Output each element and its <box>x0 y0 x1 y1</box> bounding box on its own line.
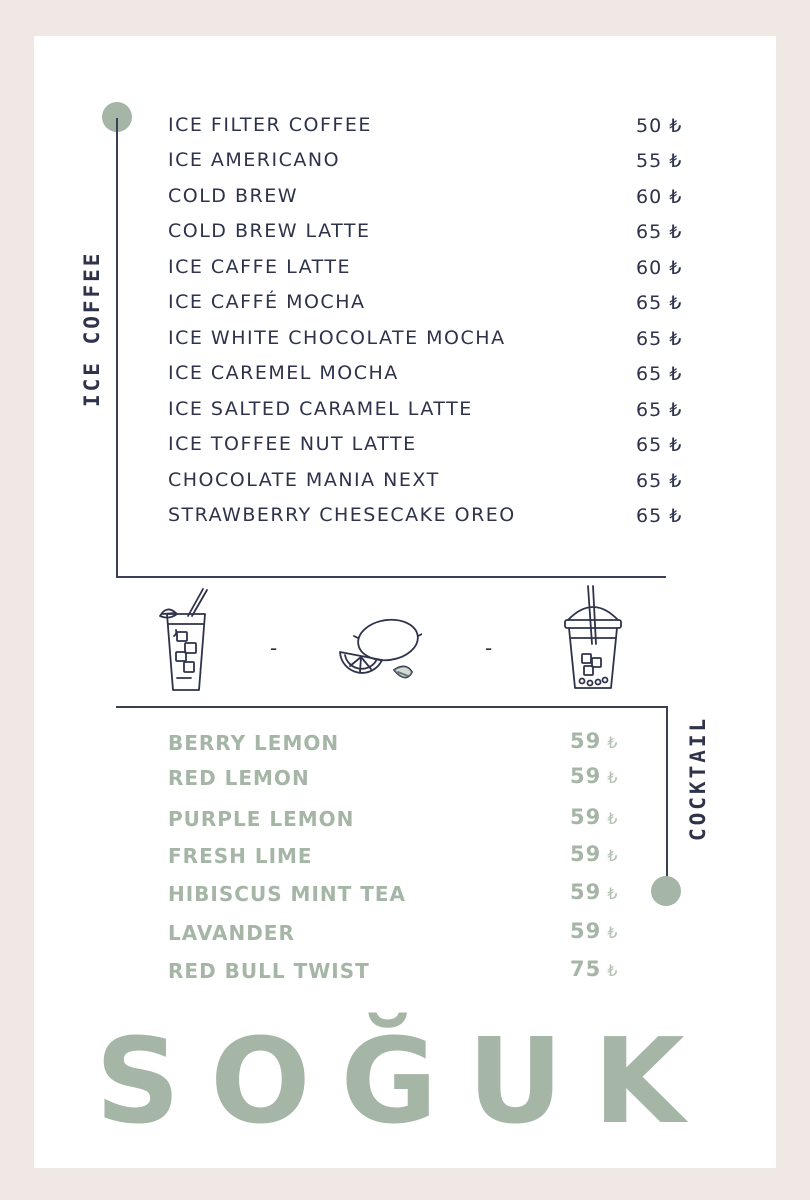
list-item <box>168 882 638 912</box>
cocktail-section-vertical-line <box>666 706 668 878</box>
item-price: 59 ₺ <box>570 764 619 788</box>
cocktail-section-title: COCKTAIL <box>686 715 710 841</box>
item-price: 65 ₺ <box>636 221 683 243</box>
separator-dash: - <box>270 636 278 660</box>
list-item <box>168 114 708 144</box>
menu-main-title: SOĞUK <box>95 1012 715 1150</box>
item-price: 75 ₺ <box>570 957 619 981</box>
item-price: 59 ₺ <box>570 842 619 866</box>
item-price: 65 ₺ <box>636 292 683 314</box>
item-price: 65 ₺ <box>636 328 683 350</box>
item-name: RED BULL TWIST <box>168 959 370 983</box>
item-name: ICE SALTED CARAMEL LATTE <box>168 398 473 420</box>
list-item <box>168 398 708 428</box>
coffee-section-vertical-line <box>116 118 118 577</box>
list-item <box>168 220 708 250</box>
item-name: RED LEMON <box>168 766 310 790</box>
item-name: ICE CAFFE LATTE <box>168 256 352 278</box>
item-name: COLD BREW LATTE <box>168 220 371 242</box>
item-price: 65 ₺ <box>636 505 683 527</box>
item-price: 55 ₺ <box>636 150 683 172</box>
list-item <box>168 149 708 179</box>
item-name: CHOCOLATE MANIA NEXT <box>168 469 440 491</box>
item-price: 59 ₺ <box>570 880 619 904</box>
list-item <box>168 433 708 463</box>
list-item <box>168 766 638 796</box>
list-item <box>168 504 708 534</box>
list-item <box>168 921 638 951</box>
list-item <box>168 731 638 761</box>
currency-symbol: ₺ <box>607 884 619 903</box>
item-name: ICE WHITE CHOCOLATE MOCHA <box>168 327 506 349</box>
item-name: LAVANDER <box>168 921 295 945</box>
separator-dash: - <box>485 636 493 660</box>
item-price: 59 ₺ <box>570 729 619 753</box>
list-item <box>168 469 708 499</box>
item-name: COLD BREW <box>168 185 299 207</box>
item-price: 59 ₺ <box>570 805 619 829</box>
currency-symbol: ₺ <box>607 733 619 752</box>
iced-drink-icon <box>155 586 215 696</box>
item-name: ICE TOFFEE NUT LATTE <box>168 433 417 455</box>
item-name: STRAWBERRY CHESECAKE OREO <box>168 504 516 526</box>
currency-symbol: ₺ <box>607 923 619 942</box>
item-name: ICE AMERICANO <box>168 149 341 171</box>
ice-coffee-section-title: ICE COFFEE <box>80 250 104 407</box>
item-price: 60 ₺ <box>636 257 683 279</box>
item-name: HIBISCUS MINT TEA <box>168 882 407 906</box>
item-name: ICE FILTER COFFEE <box>168 114 372 136</box>
item-price: 50 ₺ <box>636 115 683 137</box>
currency-symbol: ₺ <box>607 961 619 980</box>
list-item <box>168 327 708 357</box>
bubble-tea-icon <box>560 584 626 694</box>
coffee-section-horizontal-line <box>116 576 666 578</box>
list-item <box>168 844 638 874</box>
item-price: 65 ₺ <box>636 363 683 385</box>
currency-symbol: ₺ <box>607 809 619 828</box>
item-price: 65 ₺ <box>636 399 683 421</box>
item-name: ICE CAREMEL MOCHA <box>168 362 399 384</box>
list-item <box>168 291 708 321</box>
item-name: PURPLE LEMON <box>168 807 355 831</box>
list-item <box>168 362 708 392</box>
list-item <box>168 256 708 286</box>
item-price: 59 ₺ <box>570 919 619 943</box>
list-item <box>168 959 638 989</box>
list-item <box>168 185 708 215</box>
item-name: FRESH LIME <box>168 844 313 868</box>
cocktail-section-horizontal-line <box>116 706 667 708</box>
item-price: 60 ₺ <box>636 186 683 208</box>
currency-symbol: ₺ <box>607 768 619 787</box>
item-price: 65 ₺ <box>636 470 683 492</box>
lemon-icon <box>336 612 422 688</box>
item-name: ICE CAFFÉ MOCHA <box>168 291 366 313</box>
item-name: BERRY LEMON <box>168 731 340 755</box>
item-price: 65 ₺ <box>636 434 683 456</box>
cocktail-section-dot <box>651 876 681 906</box>
currency-symbol: ₺ <box>607 846 619 865</box>
list-item <box>168 807 638 837</box>
